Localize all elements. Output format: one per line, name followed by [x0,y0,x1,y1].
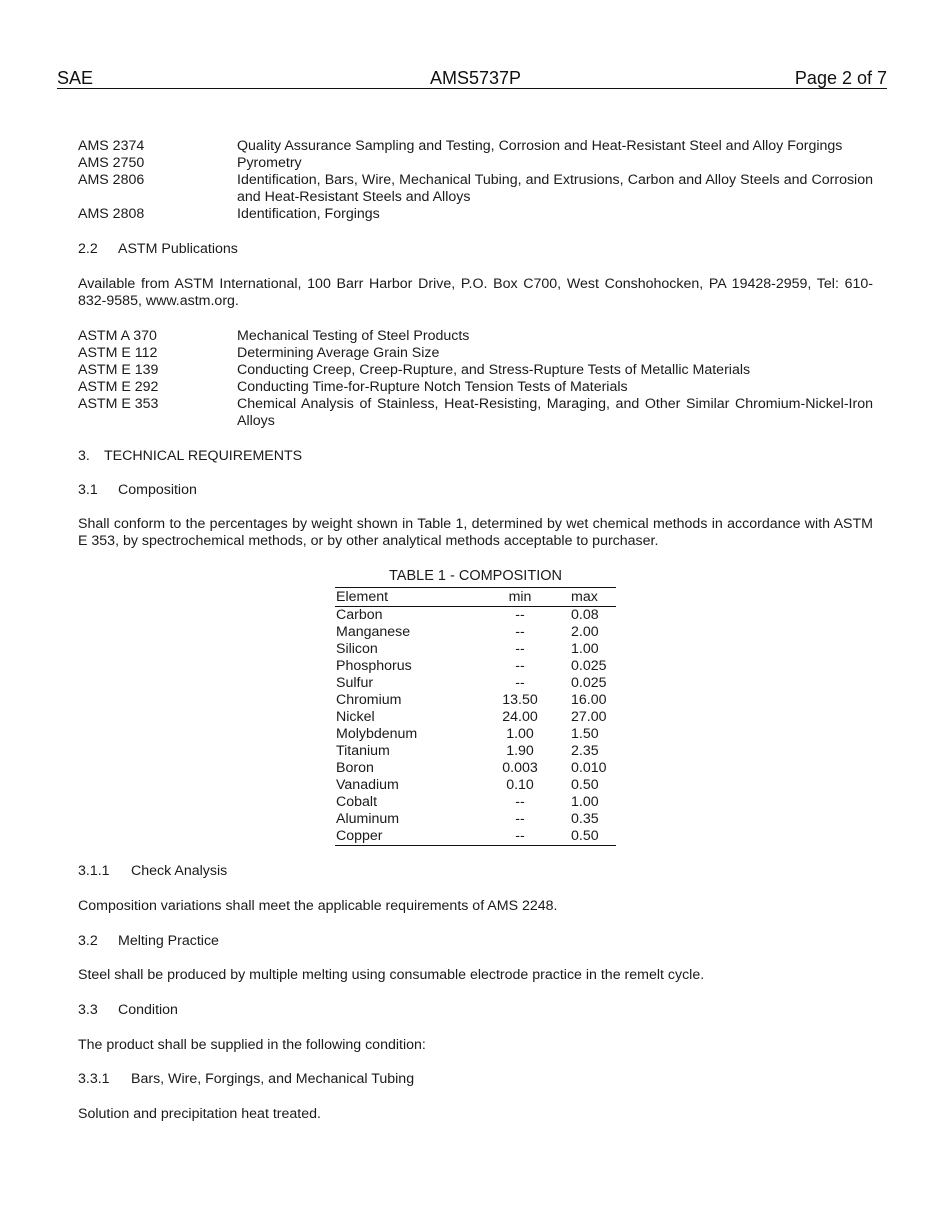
header-org: SAE [57,68,94,88]
table-cell: -- [515,658,525,674]
section-number: 3. [78,448,90,464]
section-number: 3.3 [78,1002,98,1018]
section-number: 3.1.1 [78,863,110,879]
table-row [335,743,616,760]
table-cell: Phosphorus [336,658,412,674]
table-cell: 0.50 [571,828,599,844]
section-number: 3.1 [78,482,98,498]
section-title: Composition [118,482,197,498]
section-number: 3.2 [78,933,98,949]
condition-paragraph: The product shall be supplied in the following condition: [78,1037,426,1053]
table-row [335,709,616,726]
reference-title: Identification, Bars, Wire, Mechanical Tubing, and Extrusions, Carbon and Alloy Steels and Corrosion and Heat-Resistant Steels and Alloys [237,172,873,205]
reference-item [78,206,873,223]
table-cell: 0.35 [571,811,599,827]
table-cell: 2.35 [571,743,599,759]
table-cell: Copper [336,828,383,844]
table-cell: -- [515,607,525,623]
reference-title: Identification, Forgings [237,206,380,222]
section-title: Condition [118,1002,178,1018]
reference-code: ASTM E 112 [78,345,158,361]
section-number: 2.2 [78,241,98,257]
table-cell: 1.90 [506,743,534,759]
reference-code: ASTM E 353 [78,396,159,412]
table-row [335,726,616,743]
table-cell: Titanium [336,743,390,759]
table-cell: 13.50 [502,692,538,708]
table-cell: 1.00 [571,641,599,657]
table-caption: TABLE 1 - COMPOSITION [389,568,562,584]
table-cell: Cobalt [336,794,378,810]
reference-item [78,379,873,396]
table-cell: 0.10 [506,777,534,793]
table-cell: 0.025 [571,675,607,691]
reference-code: AMS 2374 [78,138,145,154]
reference-title: Pyrometry [237,155,302,171]
reference-code: AMS 2806 [78,172,145,188]
reference-item [78,328,873,345]
table-cell: 1.00 [571,794,599,810]
reference-code: ASTM A 370 [78,328,157,344]
table-cell: -- [515,675,525,691]
table-row [335,658,616,675]
ams-reference-list [78,138,873,223]
reference-title: Quality Assurance Sampling and Testing, Corrosion and Heat-Resistant Steel and Alloy Forgings [237,138,843,154]
reference-item [78,396,873,430]
table-cell: -- [515,811,525,827]
section-heading [78,1002,178,1019]
table-cell: Silicon [336,641,378,657]
reference-title: Determining Average Grain Size [237,345,440,361]
section-heading [78,448,303,465]
table-cell: Aluminum [336,811,400,827]
table-header-row [335,588,616,607]
section-heading [78,482,197,499]
table-cell: 0.08 [571,607,599,623]
table-header-cell: Element [336,589,389,605]
section-title: Bars, Wire, Forgings, and Mechanical Tubing [131,1071,415,1087]
table-row [335,760,616,777]
table-row [335,641,616,658]
table-cell: 1.00 [506,726,534,742]
reference-title: Conducting Creep, Creep-Rupture, and Stress-Rupture Tests of Metallic Materials [237,362,751,378]
table-row [335,777,616,794]
table-cell: -- [515,828,525,844]
table-cell: 2.00 [571,624,599,640]
reference-title: Conducting Time-for-Rupture Notch Tension Tests of Materials [237,379,628,395]
check-analysis-paragraph: Composition variations shall meet the applicable requirements of AMS 2248. [78,898,558,914]
table-row [335,607,616,624]
section-heading [78,863,228,880]
table-row [335,828,616,845]
table-cell: -- [515,794,525,810]
table-cell: Boron [336,760,374,776]
reference-item [78,155,873,172]
reference-item [78,138,873,155]
reference-item [78,172,873,206]
reference-code: ASTM E 292 [78,379,159,395]
table-cell: 24.00 [502,709,538,725]
table-row [335,794,616,811]
table-cell: Carbon [336,607,383,623]
table-cell: Nickel [336,709,375,725]
reference-code: AMS 2750 [78,155,145,171]
table-cell: 0.003 [502,760,538,776]
section-heading [78,933,219,950]
table-cell: Molybdenum [336,726,418,742]
reference-title: Mechanical Testing of Steel Products [237,328,470,344]
table-row [335,675,616,692]
table-header-cell: min [508,589,532,605]
bars-condition-paragraph: Solution and precipitation heat treated. [78,1106,321,1122]
section-title: Melting Practice [118,933,219,949]
section-title: TECHNICAL REQUIREMENTS [104,448,303,464]
reference-code: ASTM E 139 [78,362,159,378]
composition-paragraph: Shall conform to the percentages by weight shown in Table 1, determined by wet chemical methods in accordance with ASTM E 353, by spectrochemical methods, or by other analytical methods acceptable to purchaser. [78,516,873,549]
table-header-cell: max [571,589,598,605]
table-cell: Manganese [336,624,411,640]
section-number: 3.3.1 [78,1071,110,1087]
table-row [335,692,616,709]
table-cell: 16.00 [571,692,607,708]
table-cell: -- [515,641,525,657]
reference-item [78,362,873,379]
reference-item [78,345,873,362]
astm-intro-paragraph: Available from ASTM International, 100 Barr Harbor Drive, P.O. Box C700, West Conshohocken, PA 19428-2959, Tel: 610-832-9585, www.astm.org. [78,276,873,309]
section-title: ASTM Publications [118,241,238,257]
table-cell: 27.00 [571,709,607,725]
table-cell: 0.50 [571,777,599,793]
table-cell: Chromium [336,692,402,708]
header-doc-number: AMS5737P [430,68,522,88]
astm-reference-list [78,328,873,430]
section-title: Check Analysis [131,863,228,879]
table-row [335,624,616,641]
section-heading [78,241,238,258]
section-heading [78,1071,415,1088]
table-cell: 0.010 [571,760,607,776]
melting-practice-paragraph: Steel shall be produced by multiple melting using consumable electrode practice in the remelt cycle. [78,967,705,983]
table-cell: -- [515,624,525,640]
table-cell: Vanadium [336,777,399,793]
header-page-number: Page 2 of 7 [794,68,887,88]
table-cell: 1.50 [571,726,599,742]
composition-table [335,587,616,846]
table-row [335,811,616,828]
reference-title: Chemical Analysis of Stainless, Heat-Resisting, Maraging, and Other Similar Chromium-Nickel-Iron Alloys [237,396,873,429]
table-cell: Sulfur [336,675,374,691]
table-cell: 0.025 [571,658,607,674]
reference-code: AMS 2808 [78,206,145,222]
header-rule [57,88,887,89]
